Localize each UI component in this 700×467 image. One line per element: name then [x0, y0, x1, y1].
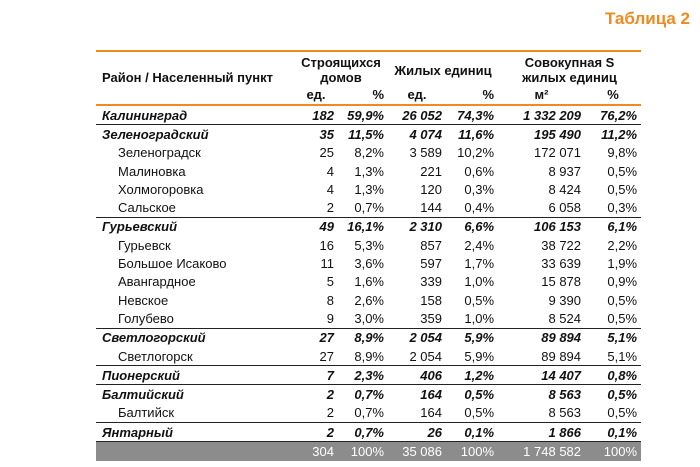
cell-units-percent: 0,6% — [464, 163, 495, 179]
cell-area-m2: 33 639 — [541, 256, 582, 272]
housing-table-container — [96, 50, 641, 461]
subheader-area-m2: м² — [498, 86, 585, 105]
cell-units-count: 597 — [420, 256, 442, 272]
cell-name: Балтийск — [118, 405, 175, 421]
cell-area-m2: 9 390 — [548, 292, 582, 308]
cell-name: Зеленоградск — [118, 145, 201, 161]
total-cell-units-count: 35 086 — [388, 442, 446, 461]
cell-units-percent: 0,4% — [464, 200, 495, 216]
cell-area-m2: 1 332 209 — [523, 107, 582, 123]
subheader-units-count: ед. — [388, 86, 446, 105]
cell-units-count: 164 — [388, 385, 446, 404]
cell-buildings-percent: 8,9% — [338, 328, 388, 347]
housing-table — [96, 50, 641, 461]
cell-units-percent: 10,2% — [457, 145, 495, 161]
settlement-row — [96, 404, 641, 423]
cell-buildings-count: 2 — [326, 200, 334, 216]
cell-name: Холмогоровка — [118, 181, 204, 197]
cell-buildings-percent: 1,3% — [354, 181, 384, 197]
cell-buildings-count: 11 — [320, 256, 334, 272]
cell-area-percent: 0,3% — [607, 200, 638, 216]
cell-units-count: 144 — [420, 200, 442, 216]
cell-area-m2: 8 563 — [548, 405, 582, 421]
settlement-row — [96, 162, 641, 180]
cell-buildings-percent: 2,3% — [338, 366, 388, 385]
cell-units-count: 164 — [420, 405, 442, 421]
cell-buildings-count: 182 — [312, 107, 334, 123]
cell-area-m2: 8 524 — [548, 310, 582, 326]
cell-area-m2: 8 563 — [498, 385, 585, 404]
header-buildings: Строящихся домов — [294, 51, 388, 86]
cell-buildings-percent: 0,7% — [338, 385, 388, 404]
cell-name: Янтарный — [96, 423, 294, 442]
cell-units-count: 2 054 — [388, 328, 446, 347]
settlement-row — [96, 180, 641, 198]
cell-units-count: 2 054 — [409, 348, 442, 364]
cell-buildings-count: 2 — [294, 385, 338, 404]
cell-area-percent: 0,5% — [607, 310, 638, 326]
cell-units-count: 26 — [388, 423, 446, 442]
cell-area-m2: 195 490 — [498, 125, 585, 144]
cell-name: Большое Исаково — [118, 256, 227, 272]
cell-area-percent: 2,2% — [607, 237, 638, 253]
cell-buildings-count: 27 — [319, 348, 334, 364]
cell-buildings-percent: 5,3% — [354, 237, 384, 253]
cell-buildings-percent: 3,6% — [354, 256, 384, 272]
cell-area-percent: 5,1% — [585, 328, 641, 347]
subheader-buildings-percent: % — [338, 86, 388, 105]
header-district: Район / Населенный пункт — [96, 51, 294, 105]
cell-buildings-count: 8 — [326, 292, 334, 308]
cell-units-percent: 1,0% — [464, 274, 495, 290]
cell-units-percent: 2,4% — [464, 237, 495, 253]
cell-buildings-count: 4 — [326, 163, 334, 179]
cell-area-percent: 0,1% — [585, 423, 641, 442]
cell-units-percent: 6,6% — [446, 217, 498, 236]
cell-units-count: 857 — [420, 237, 442, 253]
cell-buildings-count: 2 — [294, 423, 338, 442]
cell-buildings-percent: 59,9% — [347, 107, 384, 123]
cell-units-percent: 0,5% — [464, 405, 495, 421]
total-cell-buildings-percent: 100% — [338, 442, 388, 461]
cell-name: Светлогорский — [96, 328, 294, 347]
cell-area-m2: 172 071 — [534, 145, 582, 161]
cell-buildings-percent: 11,5% — [338, 125, 388, 144]
cell-units-count: 3 589 — [409, 145, 442, 161]
cell-units-count: 406 — [388, 366, 446, 385]
total-row — [96, 442, 641, 461]
settlement-row — [96, 309, 641, 328]
district-row — [96, 328, 641, 347]
cell-buildings-percent: 3,0% — [354, 310, 384, 326]
cell-area-m2: 106 153 — [498, 217, 585, 236]
cell-units-count: 158 — [420, 292, 442, 308]
settlement-row — [96, 347, 641, 366]
table-body — [96, 105, 641, 461]
district-row — [96, 385, 641, 404]
cell-buildings-count: 5 — [326, 274, 334, 290]
cell-area-percent: 0,5% — [607, 405, 638, 421]
settlement-row — [96, 236, 641, 254]
cell-area-m2: 8 424 — [548, 181, 582, 197]
cell-units-count: 4 074 — [388, 125, 446, 144]
cell-name: Сальское — [118, 200, 176, 216]
cell-units-percent: 5,9% — [464, 348, 495, 364]
cell-name: Гурьевск — [118, 237, 171, 253]
cell-name: Пионерский — [96, 366, 294, 385]
total-cell-name — [96, 442, 294, 461]
cell-buildings-count: 2 — [326, 405, 334, 421]
cell-buildings-count: 4 — [326, 181, 334, 197]
cell-buildings-percent: 0,7% — [354, 405, 384, 421]
cell-buildings-count: 9 — [326, 310, 334, 326]
subheader-area-percent: % — [585, 86, 641, 105]
cell-buildings-percent: 0,7% — [354, 200, 384, 216]
settlement-row — [96, 198, 641, 217]
cell-units-count: 120 — [420, 181, 442, 197]
cell-area-m2: 89 894 — [498, 328, 585, 347]
cell-name: Малиновка — [118, 163, 186, 179]
cell-area-percent: 76,2% — [600, 107, 638, 123]
cell-buildings-count: 7 — [294, 366, 338, 385]
cell-units-percent: 1,7% — [464, 256, 495, 272]
cell-buildings-percent: 1,3% — [354, 163, 384, 179]
cell-area-m2: 14 407 — [498, 366, 585, 385]
cell-area-percent: 0,5% — [585, 385, 641, 404]
settlement-row — [96, 273, 641, 291]
cell-area-percent: 0,5% — [607, 163, 638, 179]
cell-area-percent: 0,9% — [607, 274, 638, 290]
cell-units-count: 339 — [420, 274, 442, 290]
settlement-row — [96, 254, 641, 272]
cell-area-percent: 0,8% — [585, 366, 641, 385]
cell-area-m2: 6 058 — [548, 200, 582, 216]
cell-buildings-count: 49 — [294, 217, 338, 236]
cell-name: Невское — [118, 292, 169, 308]
cell-name: Зеленоградский — [96, 125, 294, 144]
cell-units-percent: 1,2% — [446, 366, 498, 385]
total-cell-area-m2: 1 748 582 — [498, 442, 585, 461]
cell-area-percent: 1,9% — [607, 256, 638, 272]
settlement-row — [96, 144, 641, 162]
cell-name: Калининград — [102, 107, 188, 123]
cell-units-percent: 1,0% — [464, 310, 495, 326]
cell-name: Светлогорск — [118, 348, 193, 364]
cell-buildings-percent: 8,2% — [354, 145, 384, 161]
total-cell-area-percent: 100% — [585, 442, 641, 461]
cell-area-m2: 1 866 — [498, 423, 585, 442]
cell-area-percent: 0,5% — [607, 181, 638, 197]
cell-units-percent: 0,1% — [446, 423, 498, 442]
district-row — [96, 366, 641, 385]
district-row — [96, 217, 641, 236]
cell-buildings-count: 16 — [319, 237, 334, 253]
cell-units-percent: 0,3% — [464, 181, 495, 197]
cell-area-percent: 11,2% — [585, 125, 641, 144]
subheader-units-percent: % — [446, 86, 498, 105]
cell-name: Балтийский — [96, 385, 294, 404]
cell-units-percent: 0,5% — [446, 385, 498, 404]
district-row — [96, 105, 641, 125]
cell-units-count: 2 310 — [388, 217, 446, 236]
header-area: Совокупная S жилых единиц — [498, 51, 641, 86]
subheader-buildings-count: ед. — [294, 86, 338, 105]
header-units: Жилых единиц — [388, 51, 498, 86]
table-header — [96, 51, 641, 105]
cell-name: Голубево — [118, 310, 174, 326]
cell-area-percent: 9,8% — [607, 145, 638, 161]
total-cell-buildings-count: 304 — [294, 442, 338, 461]
cell-units-percent: 5,9% — [446, 328, 498, 347]
cell-units-count: 221 — [420, 163, 442, 179]
district-row — [96, 125, 641, 144]
district-row — [96, 423, 641, 442]
cell-buildings-percent: 8,9% — [354, 348, 384, 364]
cell-buildings-percent: 2,6% — [354, 292, 384, 308]
cell-units-percent: 0,5% — [464, 292, 495, 308]
cell-area-m2: 8 937 — [548, 163, 582, 179]
cell-name: Гурьевский — [96, 217, 294, 236]
cell-area-m2: 38 722 — [541, 237, 582, 253]
cell-area-m2: 15 878 — [541, 274, 582, 290]
cell-buildings-percent: 16,1% — [338, 217, 388, 236]
cell-units-count: 26 052 — [402, 107, 442, 123]
cell-area-percent: 6,1% — [585, 217, 641, 236]
cell-buildings-percent: 1,6% — [354, 274, 384, 290]
cell-units-percent: 74,3% — [457, 107, 495, 123]
cell-buildings-count: 35 — [294, 125, 338, 144]
cell-units-count: 359 — [420, 310, 442, 326]
total-cell-units-percent: 100% — [446, 442, 498, 461]
table-title: Таблица 2 — [604, 9, 690, 28]
cell-area-m2: 89 894 — [541, 348, 582, 364]
cell-name: Авангардное — [118, 274, 196, 290]
settlement-row — [96, 291, 641, 309]
cell-buildings-count: 27 — [294, 328, 338, 347]
cell-area-percent: 0,5% — [607, 292, 638, 308]
cell-buildings-percent: 0,7% — [338, 423, 388, 442]
cell-units-percent: 11,6% — [446, 125, 498, 144]
cell-buildings-count: 25 — [319, 145, 334, 161]
cell-area-percent: 5,1% — [607, 348, 638, 364]
